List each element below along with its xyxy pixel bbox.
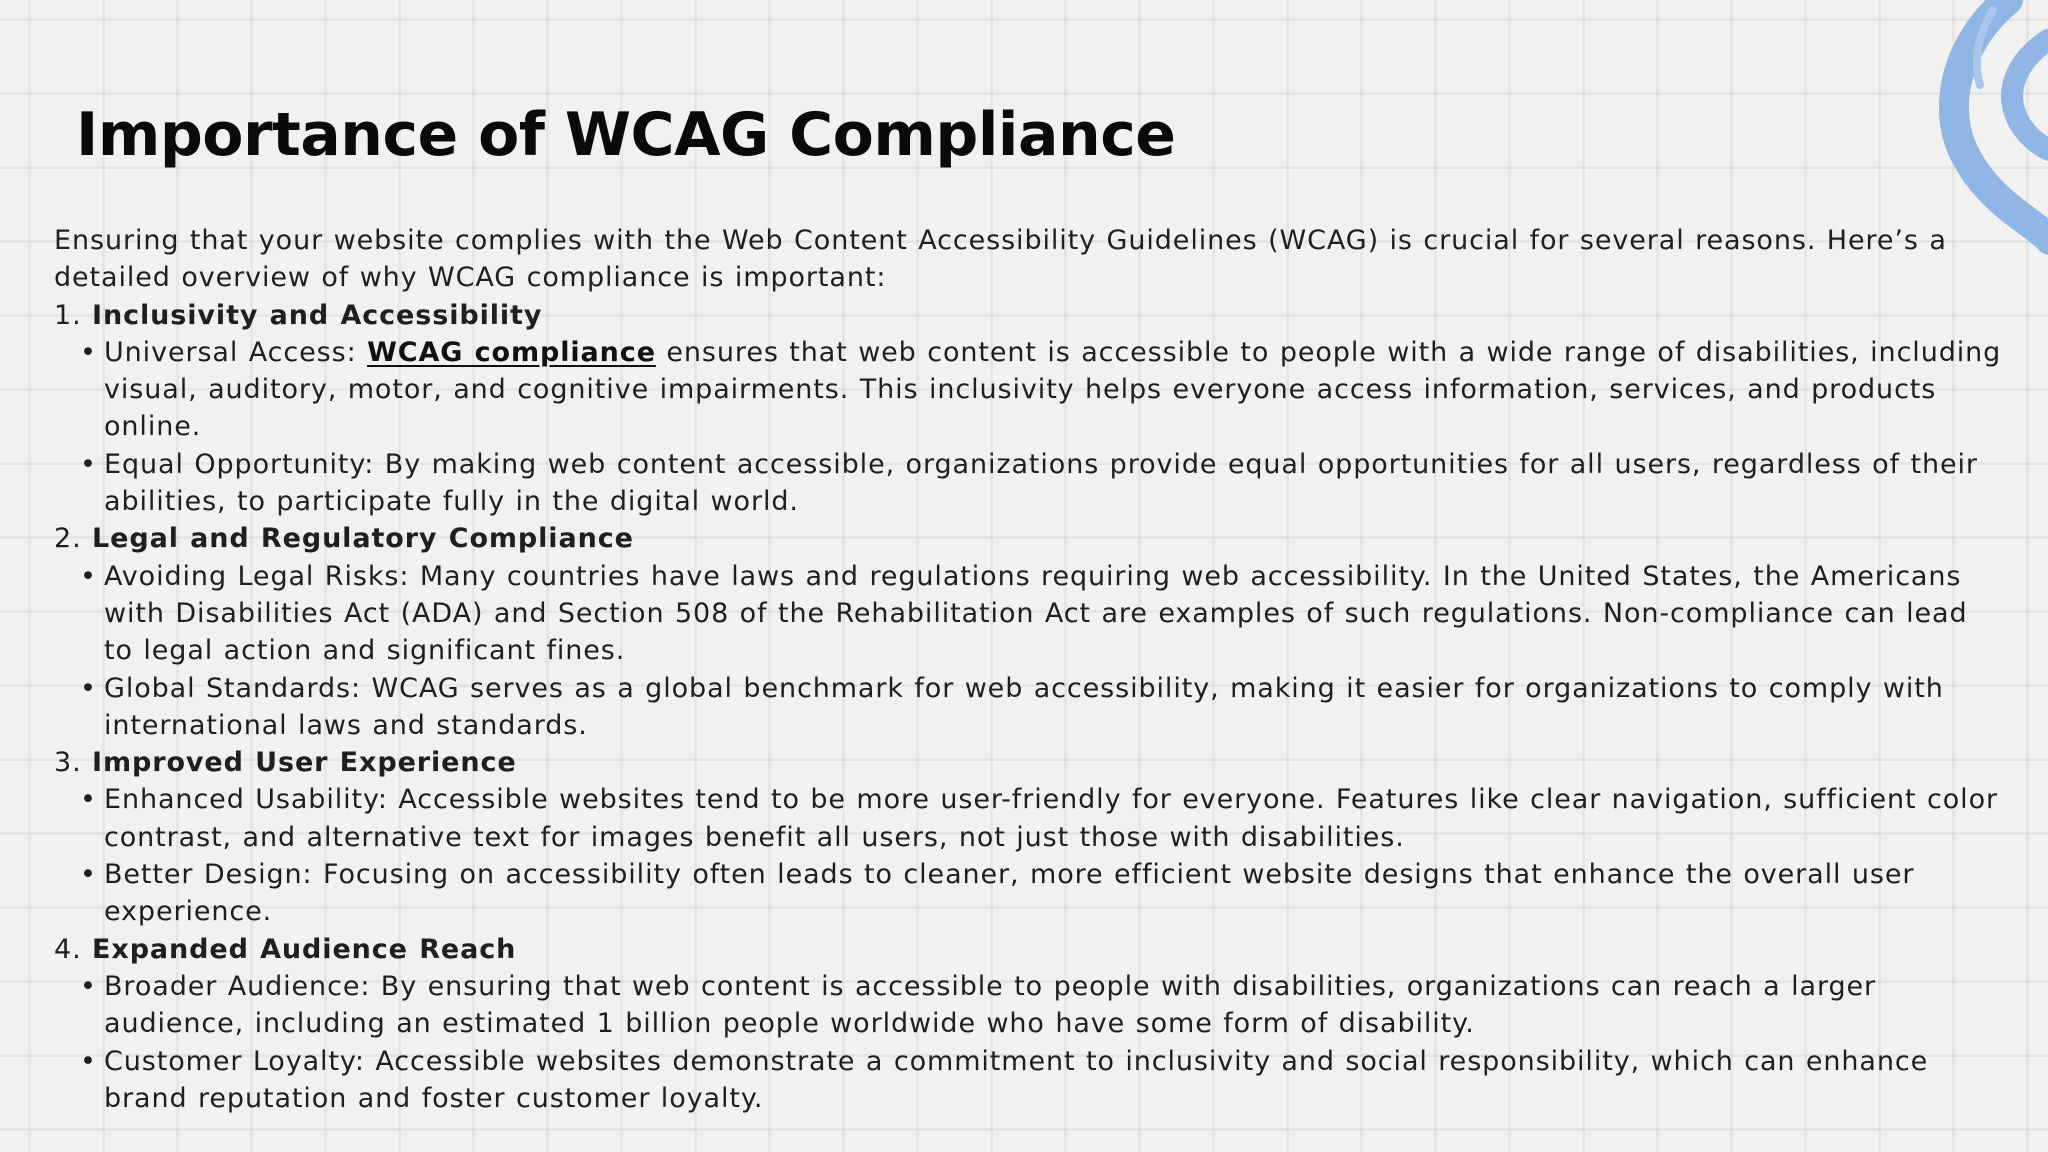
- section-user-experience: [54, 744, 2004, 930]
- point-text-before: Universal Access:: [104, 336, 368, 368]
- bullet-icon: •: [80, 784, 97, 816]
- section-heading: [54, 931, 2004, 968]
- point-text: Avoiding Legal Risks: Many countries have laws and regulations requiring web accessibility. In the United States, the Americans with Disabilities Act (ADA) and Section 508 of the Rehabilitation Act are examples of such regulations. Non-compliance can lead to legal action and significant fines.: [104, 560, 1968, 667]
- bullet-icon: •: [80, 859, 97, 891]
- bullet-icon: •: [80, 560, 97, 592]
- section-number: 2.: [54, 523, 82, 555]
- list-item: [54, 781, 2004, 856]
- bullet-list: [54, 781, 2004, 930]
- blue-scribble-decoration: [1898, 0, 2048, 260]
- section-heading-text: Improved User Experience: [92, 747, 517, 779]
- list-item: [54, 670, 2004, 745]
- document-body: [54, 222, 2004, 1117]
- section-legal: [54, 520, 2004, 744]
- wcag-compliance-link[interactable]: WCAG compliance: [367, 336, 656, 368]
- bullet-icon: •: [80, 336, 97, 368]
- section-heading-text: Legal and Regulatory Compliance: [92, 523, 634, 555]
- list-item: [54, 334, 2004, 446]
- section-heading-text: Inclusivity and Accessibility: [92, 299, 543, 331]
- point-text: Equal Opportunity: By making web content accessible, organizations provide equal opportunities for all users, regardless of their abilities, to participate fully in the digital world.: [104, 448, 1978, 518]
- bullet-list: [54, 334, 2004, 520]
- section-number: 1.: [54, 299, 82, 331]
- section-audience-reach: [54, 931, 2004, 1117]
- point-text: Customer Loyalty: Accessible websites demonstrate a commitment to inclusivity and social responsibility, which can enhance brand reputation and foster customer loyalty.: [104, 1045, 1929, 1114]
- point-text: Global Standards: WCAG serves as a global benchmark for web accessibility, making it easier for organizations to comply with international laws and standards.: [104, 672, 1944, 741]
- section-heading: [54, 297, 2004, 334]
- bullet-icon: •: [80, 1045, 97, 1077]
- bullet-list: [54, 558, 2004, 744]
- point-text: Enhanced Usability: Accessible websites tend to be more user-friendly for everyone. Features like clear navigation, sufficient color contrast, and alternative text for images benefit all users, not just those with disabilities.: [104, 784, 1998, 853]
- list-item: [54, 1043, 2004, 1118]
- section-heading: [54, 744, 2004, 781]
- bullet-icon: •: [80, 672, 97, 704]
- section-number: 4.: [54, 933, 82, 965]
- bullet-list: [54, 968, 2004, 1117]
- section-number: 3.: [54, 747, 82, 779]
- point-text: Broader Audience: By ensuring that web content is accessible to people with disabilities, organizations can reach a larger audience, including an estimated 1 billion people worldwide who have some form of disability.: [104, 970, 1877, 1040]
- section-heading-text: Expanded Audience Reach: [92, 933, 517, 965]
- list-item: [54, 558, 2004, 670]
- list-item: [54, 968, 2004, 1043]
- point-text-after: ensures that web content is accessible to people with a wide range of disabilities, including visual, auditory, motor, and cognitive impairments. This inclusivity helps everyone access information, services, and products online.: [104, 336, 2002, 443]
- list-item: [54, 856, 2004, 931]
- point-text: Better Design: Focusing on accessibility often leads to cleaner, more efficient website designs that enhance the overall user experience.: [104, 859, 1915, 928]
- list-item: [54, 446, 2004, 521]
- bullet-icon: •: [80, 970, 97, 1002]
- bullet-icon: •: [80, 448, 97, 480]
- section-inclusivity: [54, 297, 2004, 521]
- intro-paragraph: Ensuring that your website complies with the Web Content Accessibility Guidelines (WCAG) is crucial for several reasons. Here’s a detailed overview of why WCAG compliance is important:: [54, 225, 1947, 294]
- page-title: Importance of WCAG Compliance: [76, 100, 1176, 170]
- section-heading: [54, 520, 2004, 557]
